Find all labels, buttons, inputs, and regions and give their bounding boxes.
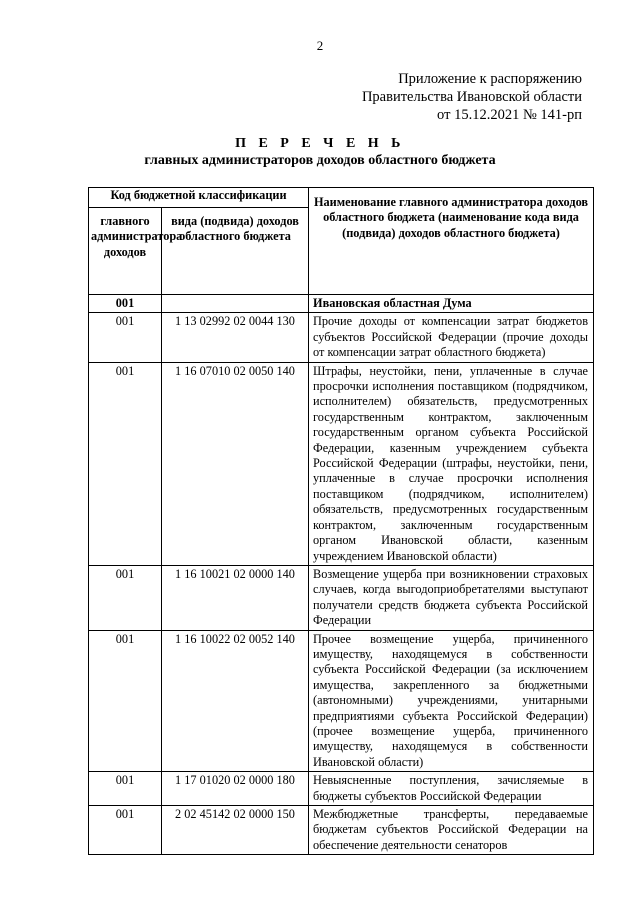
table-row	[89, 362, 594, 565]
admin-code-cell: 001	[89, 362, 162, 565]
header-budget-code: Код бюджетной классификации	[89, 188, 309, 208]
revenue-administrators-table	[88, 187, 594, 855]
admin-code-cell: 001	[89, 772, 162, 806]
revenue-name-cell: Невыясненные поступления, зачисляемые в бюджеты субъектов Российской Федерации	[309, 772, 594, 806]
header-revenue-kind: вида (подвида) доходов областного бюджета	[162, 208, 309, 295]
revenue-code-cell: 1 17 01020 02 0000 180	[162, 772, 309, 806]
document-title: П Е Р Е Ч Е Н Ь	[235, 136, 405, 151]
header-administrator-name: Наименование главного администратора доходов областного бюджета (наименование кода вида (подвида) доходов областного бюджета)	[309, 188, 594, 295]
revenue-code-cell: 1 13 02992 02 0044 130	[162, 313, 309, 362]
appendix-line-3: от 15.12.2021 № 141-рп	[437, 107, 582, 123]
document-subtitle: главных администраторов доходов областного бюджета	[144, 153, 496, 168]
admin-code-cell: 001	[89, 565, 162, 630]
revenue-code-cell: 2 02 45142 02 0000 150	[162, 806, 309, 855]
admin-code-cell: 001	[89, 313, 162, 362]
appendix-block	[362, 70, 582, 124]
group-admin-code: 001	[89, 295, 162, 313]
revenue-name-cell: Штрафы, неустойки, пени, уплаченные в случае просрочки исполнения поставщиком (подрядчиком, исполнителем) обязательств, предусмотренных государственным контрактом, заключенным государственным органом субъекта Российской Федерации, казенным учреждением субъекта Российской Федерации (штрафы, неустойки, пени, уплаченные в случае просрочки исполнения поставщиком (подрядчиком, исполнителем) обязательств, предусмотренных государственным контрактом, заключенным государственным органом Ивановской области, казенным учреждением Ивановской области)	[309, 362, 594, 565]
table-row	[89, 630, 594, 772]
revenue-name-cell: Возмещение ущерба при возникновении страховых случаев, когда выгодоприобретателями выступают получатели средств бюджета субъекта Российской Федерации	[309, 565, 594, 630]
admin-code-cell: 001	[89, 806, 162, 855]
revenue-code-cell: 1 16 10021 02 0000 140	[162, 565, 309, 630]
appendix-line-1: Приложение к распоряжению	[398, 71, 582, 87]
revenue-code-cell: 1 16 10022 02 0052 140	[162, 630, 309, 772]
page-number: 2	[316, 38, 324, 53]
group-name: Ивановская областная Дума	[309, 295, 594, 313]
group-row	[89, 295, 594, 313]
header-main-administrator: главного администратора доходов	[89, 208, 162, 295]
table-row	[89, 565, 594, 630]
table-row	[89, 313, 594, 362]
table-row	[89, 772, 594, 806]
appendix-line-2: Правительства Ивановской области	[361, 89, 582, 105]
revenue-name-cell: Прочее возмещение ущерба, причиненного имуществу, находящемуся в собственности субъекта Российской Федерации (за исключением имущества, закрепленного за бюджетными (автономными) учреждениями, унитарными предприятиями субъекта Российской Федерации) (прочее возмещение ущерба, причиненного имуществу, находящемуся в собственности Ивановской области)	[309, 630, 594, 772]
admin-code-cell: 001	[89, 630, 162, 772]
group-empty-cell	[162, 295, 309, 313]
table-row	[89, 806, 594, 855]
revenue-name-cell: Межбюджетные трансферты, передаваемые бюджетам субъектов Российской Федерации на обеспечение деятельности сенаторов	[309, 806, 594, 855]
revenue-name-cell: Прочие доходы от компенсации затрат бюджетов субъектов Российской Федерации (прочие доходы от компенсации затрат областного бюджета)	[309, 313, 594, 362]
revenue-code-cell: 1 16 07010 02 0050 140	[162, 362, 309, 565]
